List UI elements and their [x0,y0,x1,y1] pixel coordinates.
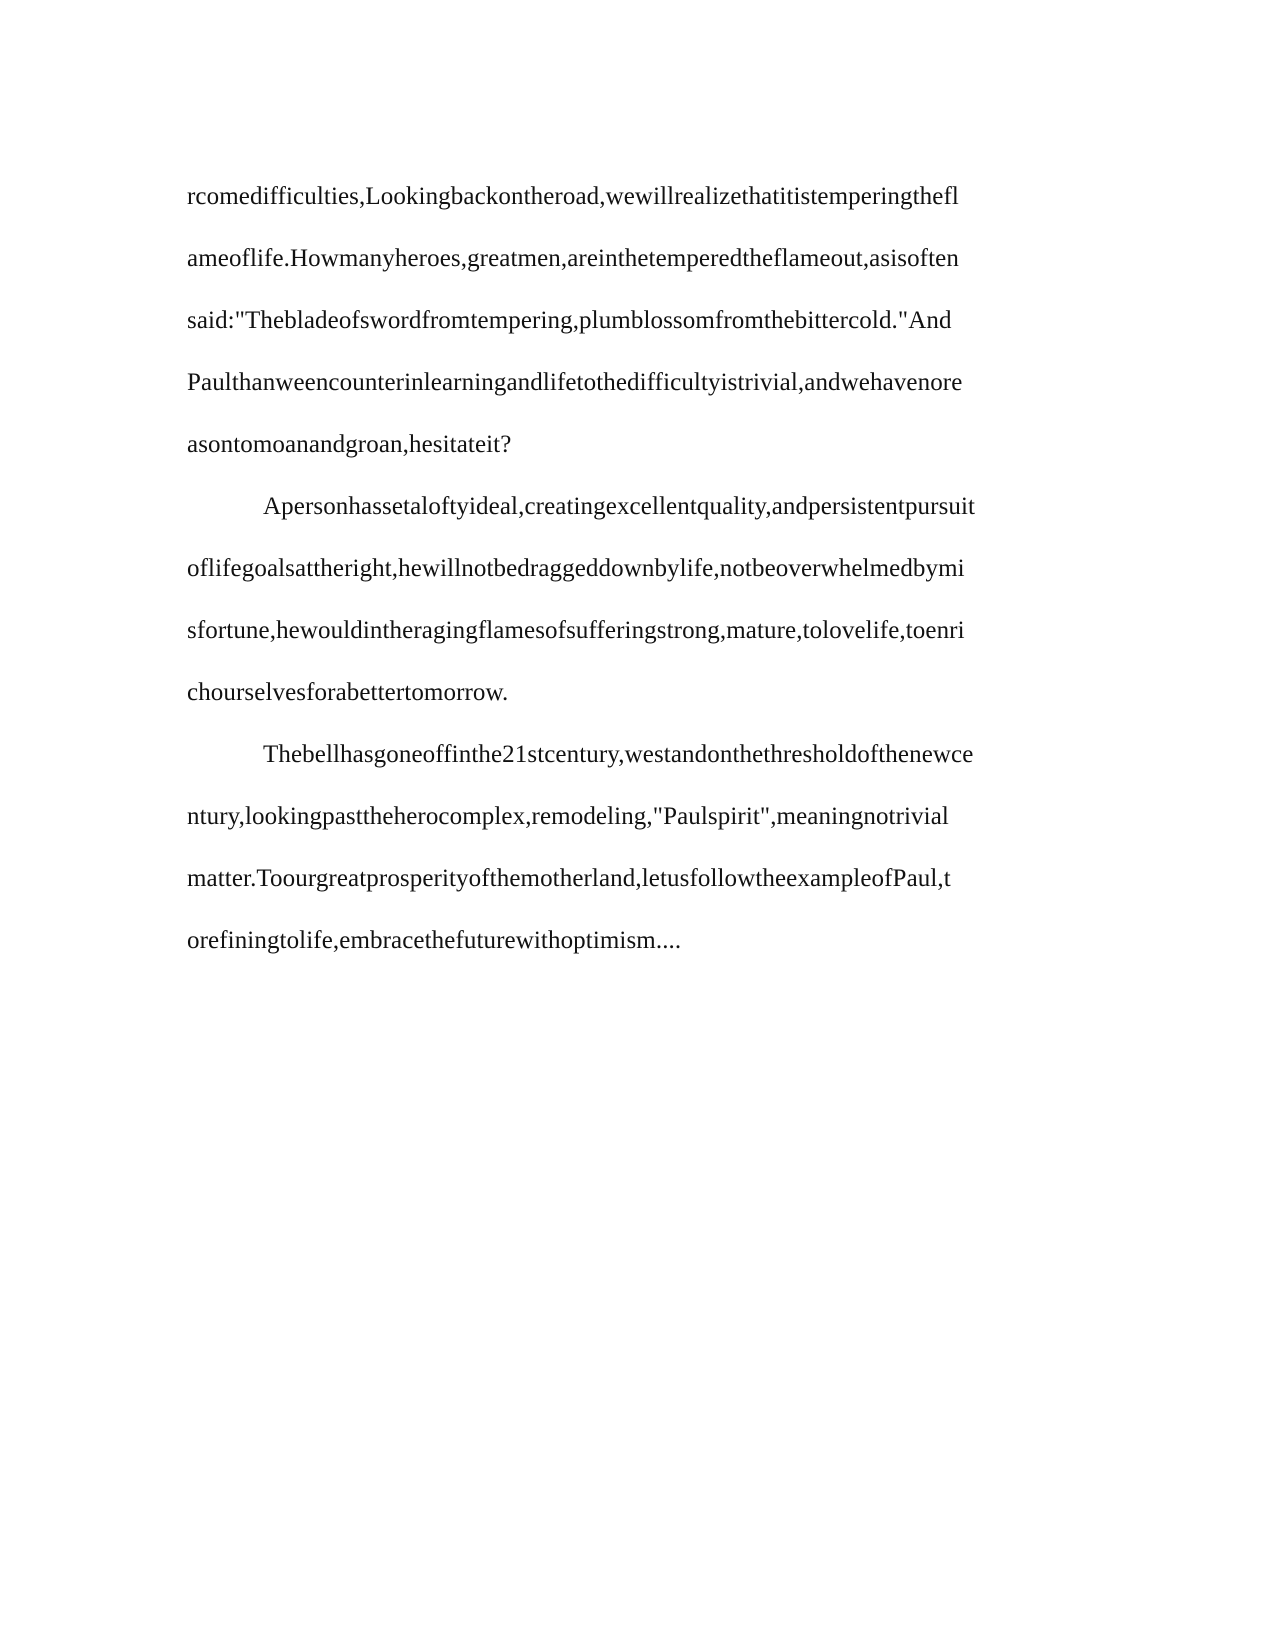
paragraph-1-line-2: ameoflife.Howmanyheroes,greatmen,areinthetemperedtheflameout,asisoften [187,245,959,272]
paragraph-2-line-2: oflifegoalsattheright,hewillnotbedraggeddownbylife,notbeoverwhelmedbymi [187,555,965,582]
paragraph-1 [187,166,1087,476]
paragraph-1-line-4: Paulthanweencounterinlearningandlifetothedifficultyistrivial,andwehavenore [187,369,963,396]
paragraph-3-line-2: ntury,lookingpasttheherocomplex,remodeling,"Paulspirit",meaningnotrivial [187,803,949,830]
document-body [187,166,1087,972]
paragraph-3-line-3: matter.Toourgreatprosperityofthemotherland,letusfollowtheexampleofPaul,t [187,865,951,892]
paragraph-1-line-1: rcomedifficulties,Lookingbackontheroad,wewillrealizethatitistemperingthefl [187,183,959,210]
paragraph-3-line-1: Thebellhasgoneoffinthe21stcentury,westandonthethresholdofthenewce [263,741,974,768]
paragraph-1-line-5: asontomoanandgroan,hesitateit? [187,431,512,458]
paragraph-1-line-3: said:"Thebladeofswordfromtempering,plumblossomfromthebittercold."And [187,307,952,334]
paragraph-3 [187,724,1087,972]
paragraph-2 [187,476,1087,724]
paragraph-2-line-3: sfortune,hewouldintheragingflamesofsufferingstrong,mature,tolovelife,toenri [187,617,965,644]
paragraph-3-line-4: orefiningtolife,embracethefuturewithoptimism.... [187,927,682,954]
paragraph-2-line-4: chourselvesforabettertomorrow. [187,679,509,706]
paragraph-2-line-1: Apersonhassetaloftyideal,creatingexcellentquality,andpersistentpursuit [263,493,976,520]
